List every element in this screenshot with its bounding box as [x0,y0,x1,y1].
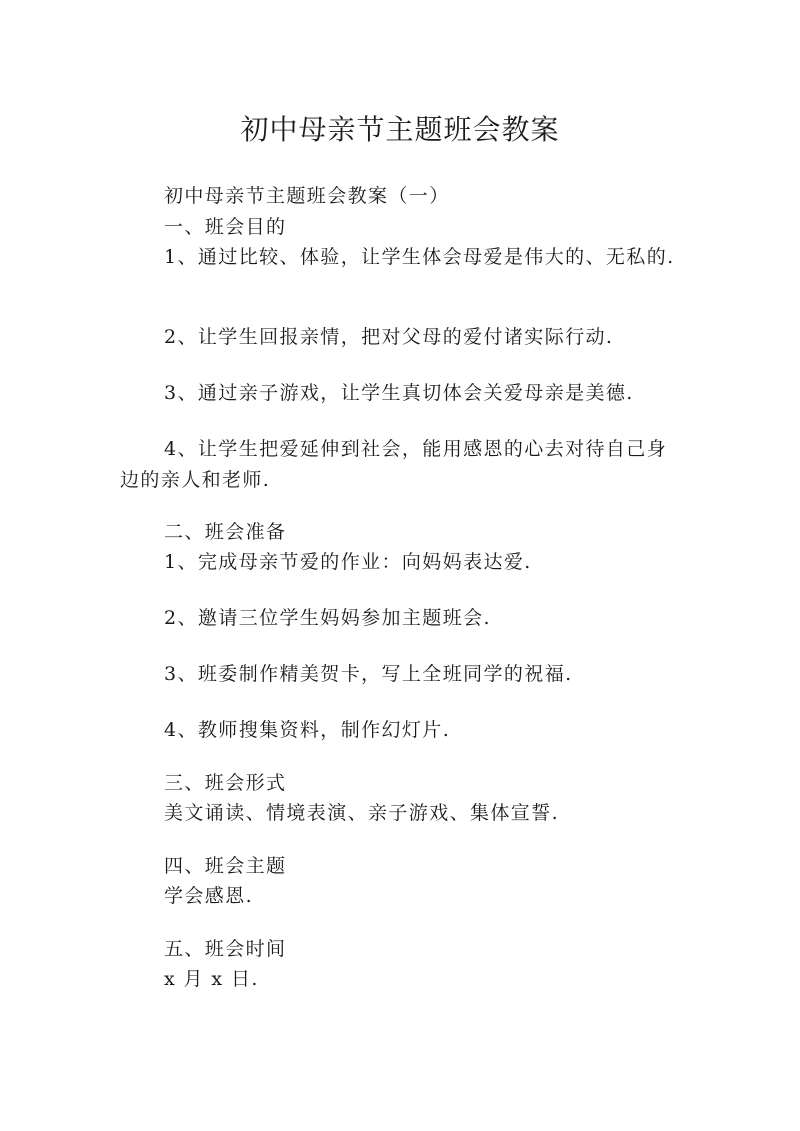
section-heading-goals: 一、班会目的 [164,216,287,238]
time-content: x 月 x 日. [164,968,259,990]
preparation-item-3: 3、班委制作精美贺卡，写上全班同学的祝福. [164,663,573,685]
section-heading-format: 三、班会形式 [164,772,287,794]
preparation-item-4: 4、教师搜集资料，制作幻灯片. [164,719,451,741]
goal-item-4: 4、让学生把爱延伸到社会，能用感恩的心去对待自己身边的亲人和老师. [120,438,668,491]
preparation-item-2: 2、邀请三位学生妈妈参加主题班会. [164,607,491,629]
goal-item-1: 1、通过比较、体验，让学生体会母爱是伟大的、无私的. [164,246,675,268]
document-subtitle: 初中母亲节主题班会教案（一） [164,185,450,207]
goal-item-3: 3、通过亲子游戏，让学生真切体会关爱母亲是美德. [164,382,634,404]
section-heading-time: 五、班会时间 [164,938,287,960]
format-content: 美文诵读、情境表演、亲子游戏、集体宣誓. [164,802,560,824]
section-heading-preparation: 二、班会准备 [164,521,287,543]
goal-item-2: 2、让学生回报亲情，把对父母的爱付诸实际行动. [164,326,614,348]
document-title: 初中母亲节主题班会教案 [240,113,560,146]
theme-content: 学会感恩. [164,885,254,907]
preparation-item-1: 1、完成母亲节爱的作业：向妈妈表达爱. [164,551,532,573]
section-heading-theme: 四、班会主题 [164,855,287,877]
